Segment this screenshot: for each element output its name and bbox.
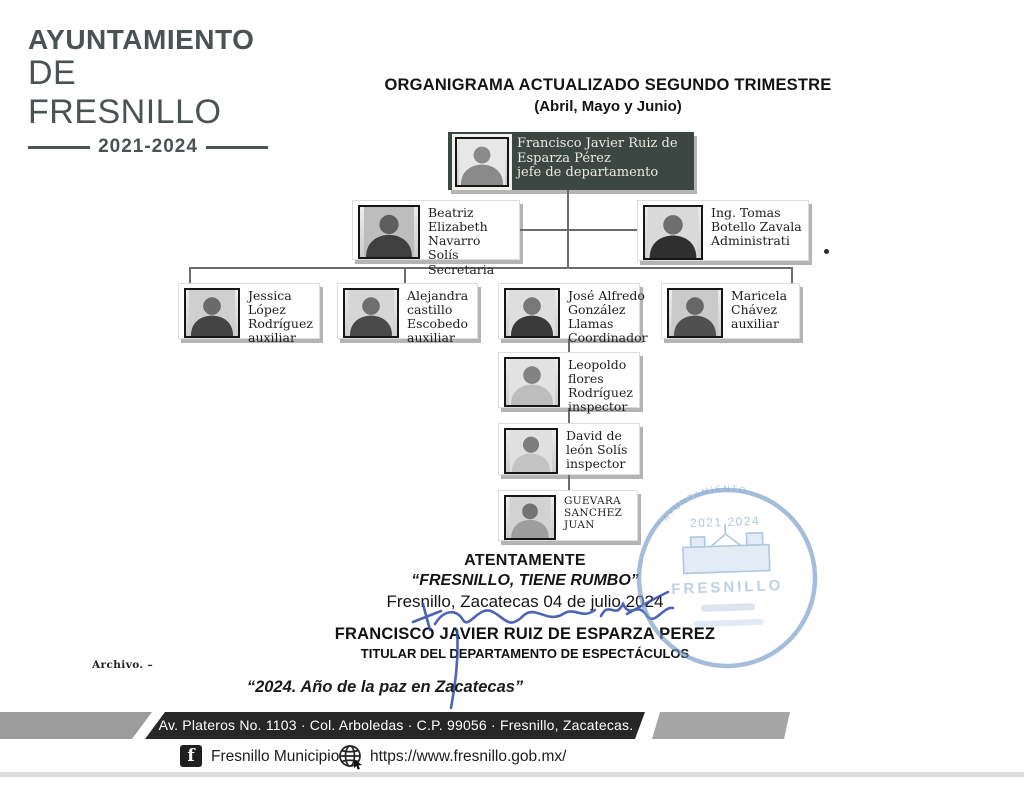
portrait-photo xyxy=(358,205,420,259)
person-name: Maricela Chávez xyxy=(731,288,788,318)
salutation: ATENTAMENTE xyxy=(464,552,586,569)
portrait-photo xyxy=(184,288,240,338)
globe-icon xyxy=(338,744,364,770)
person-role: Administrati xyxy=(711,233,790,249)
person-name: Leopoldo flores Rodríguez xyxy=(568,357,633,401)
org-node-inspector-2 xyxy=(498,423,640,475)
connector-line xyxy=(791,267,793,284)
person-role: inspector xyxy=(568,399,628,415)
person-role: auxiliar xyxy=(731,316,779,332)
document-title xyxy=(362,76,854,115)
portrait-photo xyxy=(455,137,509,187)
logo-rule-left xyxy=(28,146,90,149)
facebook-icon: f xyxy=(180,745,202,767)
person-name: Francisco Javier Ruiz de Esparza Pérez xyxy=(517,136,678,166)
person-role: auxiliar xyxy=(407,330,455,346)
document-title-line-2: (Abril, Mayo y Junio) xyxy=(534,98,682,115)
motto: “FRESNILLO, TIENE RUMBO” xyxy=(411,572,639,589)
person-name: David de león Solís xyxy=(566,428,628,458)
address-text: Av. Plateros No. 1103 · Col. Arboledas · C.P. 99056 · Fresnillo, Zacatecas. xyxy=(158,717,634,733)
archive-note: Archivo. – xyxy=(92,659,154,671)
org-node-inspector-1 xyxy=(498,352,640,415)
portrait-photo xyxy=(504,288,560,338)
connector-line xyxy=(189,267,191,283)
municipal-logo xyxy=(28,24,268,158)
logo-term-years: 2021-2024 xyxy=(98,136,198,157)
org-node-auxiliar-2 xyxy=(337,283,478,346)
seal-org-text: AYUNTAMIENTO xyxy=(660,482,749,524)
address-ribbon-left xyxy=(0,712,152,739)
seal-name-text: FRESNILLO xyxy=(671,577,784,598)
person-name: Alejandra castillo Escobedo xyxy=(407,288,469,332)
org-node-coordinador xyxy=(498,283,648,346)
official-seal xyxy=(629,481,825,676)
connector-line xyxy=(520,229,637,231)
logo-term xyxy=(28,136,268,158)
person-role: inspector xyxy=(566,456,626,472)
bottom-rule xyxy=(0,772,1024,777)
signatory-title: TITULAR DEL DEPARTAMENTO DE ESPECTÁCULOS xyxy=(360,646,690,661)
person-role: Coordinador xyxy=(568,330,648,346)
address-ribbon-right xyxy=(652,712,790,739)
year-quote: “2024. Año de la paz en Zacatecas” xyxy=(246,678,524,696)
logo-line-2: DE FRESNILLO xyxy=(28,54,222,131)
org-node-auxiliar-3 xyxy=(661,283,800,339)
signatory-name: FRANCISCO JAVIER RUIZ DE ESPARZA PEREZ xyxy=(334,625,716,643)
person-name: Beatriz Elizabeth Navarro Solís xyxy=(428,205,488,263)
logo-line-1: AYUNTAMIENTO xyxy=(28,24,255,55)
portrait-photo xyxy=(643,205,703,260)
place-date: Fresnillo, Zacatecas 04 de julio 2024 xyxy=(386,592,664,611)
portrait-photo xyxy=(667,288,723,338)
seal-faded-mark xyxy=(693,619,763,627)
person-role: Secretaria xyxy=(428,261,495,277)
person-name: Jessica López Rodríguez xyxy=(248,288,313,332)
ink-speck xyxy=(824,249,829,254)
seal-years-text: 2021 2024 xyxy=(689,513,761,531)
portrait-photo xyxy=(343,288,399,338)
portrait-photo xyxy=(504,357,560,407)
portrait-photo xyxy=(504,428,558,474)
org-node-guevara xyxy=(498,490,638,541)
org-node-auxiliar-1 xyxy=(178,283,320,346)
website-url: https://www.fresnillo.gob.mx/ xyxy=(370,748,567,765)
seal-building-icon xyxy=(682,523,770,574)
person-name: José Alfredo González Llamas xyxy=(568,288,645,332)
person-role: auxiliar xyxy=(248,330,296,346)
facebook-label: Fresnillo Municipio xyxy=(211,748,340,765)
org-node-administrativo xyxy=(637,200,809,261)
connector-line xyxy=(404,267,406,283)
portrait-photo xyxy=(504,495,556,540)
person-name: Ing. Tomas Botello Zavala xyxy=(711,205,802,235)
person-role: jefe de departamento xyxy=(517,165,659,181)
seal-faded-mark xyxy=(701,603,755,612)
org-node-secretaria xyxy=(352,200,520,277)
logo-rule-right xyxy=(206,146,268,149)
org-node-jefe xyxy=(448,132,694,190)
document-title-line-1: ORGANIGRAMA ACTUALIZADO SEGUNDO TRIMESTRE xyxy=(384,76,832,94)
person-name: GUEVARA SANCHEZ JUAN xyxy=(564,495,623,531)
